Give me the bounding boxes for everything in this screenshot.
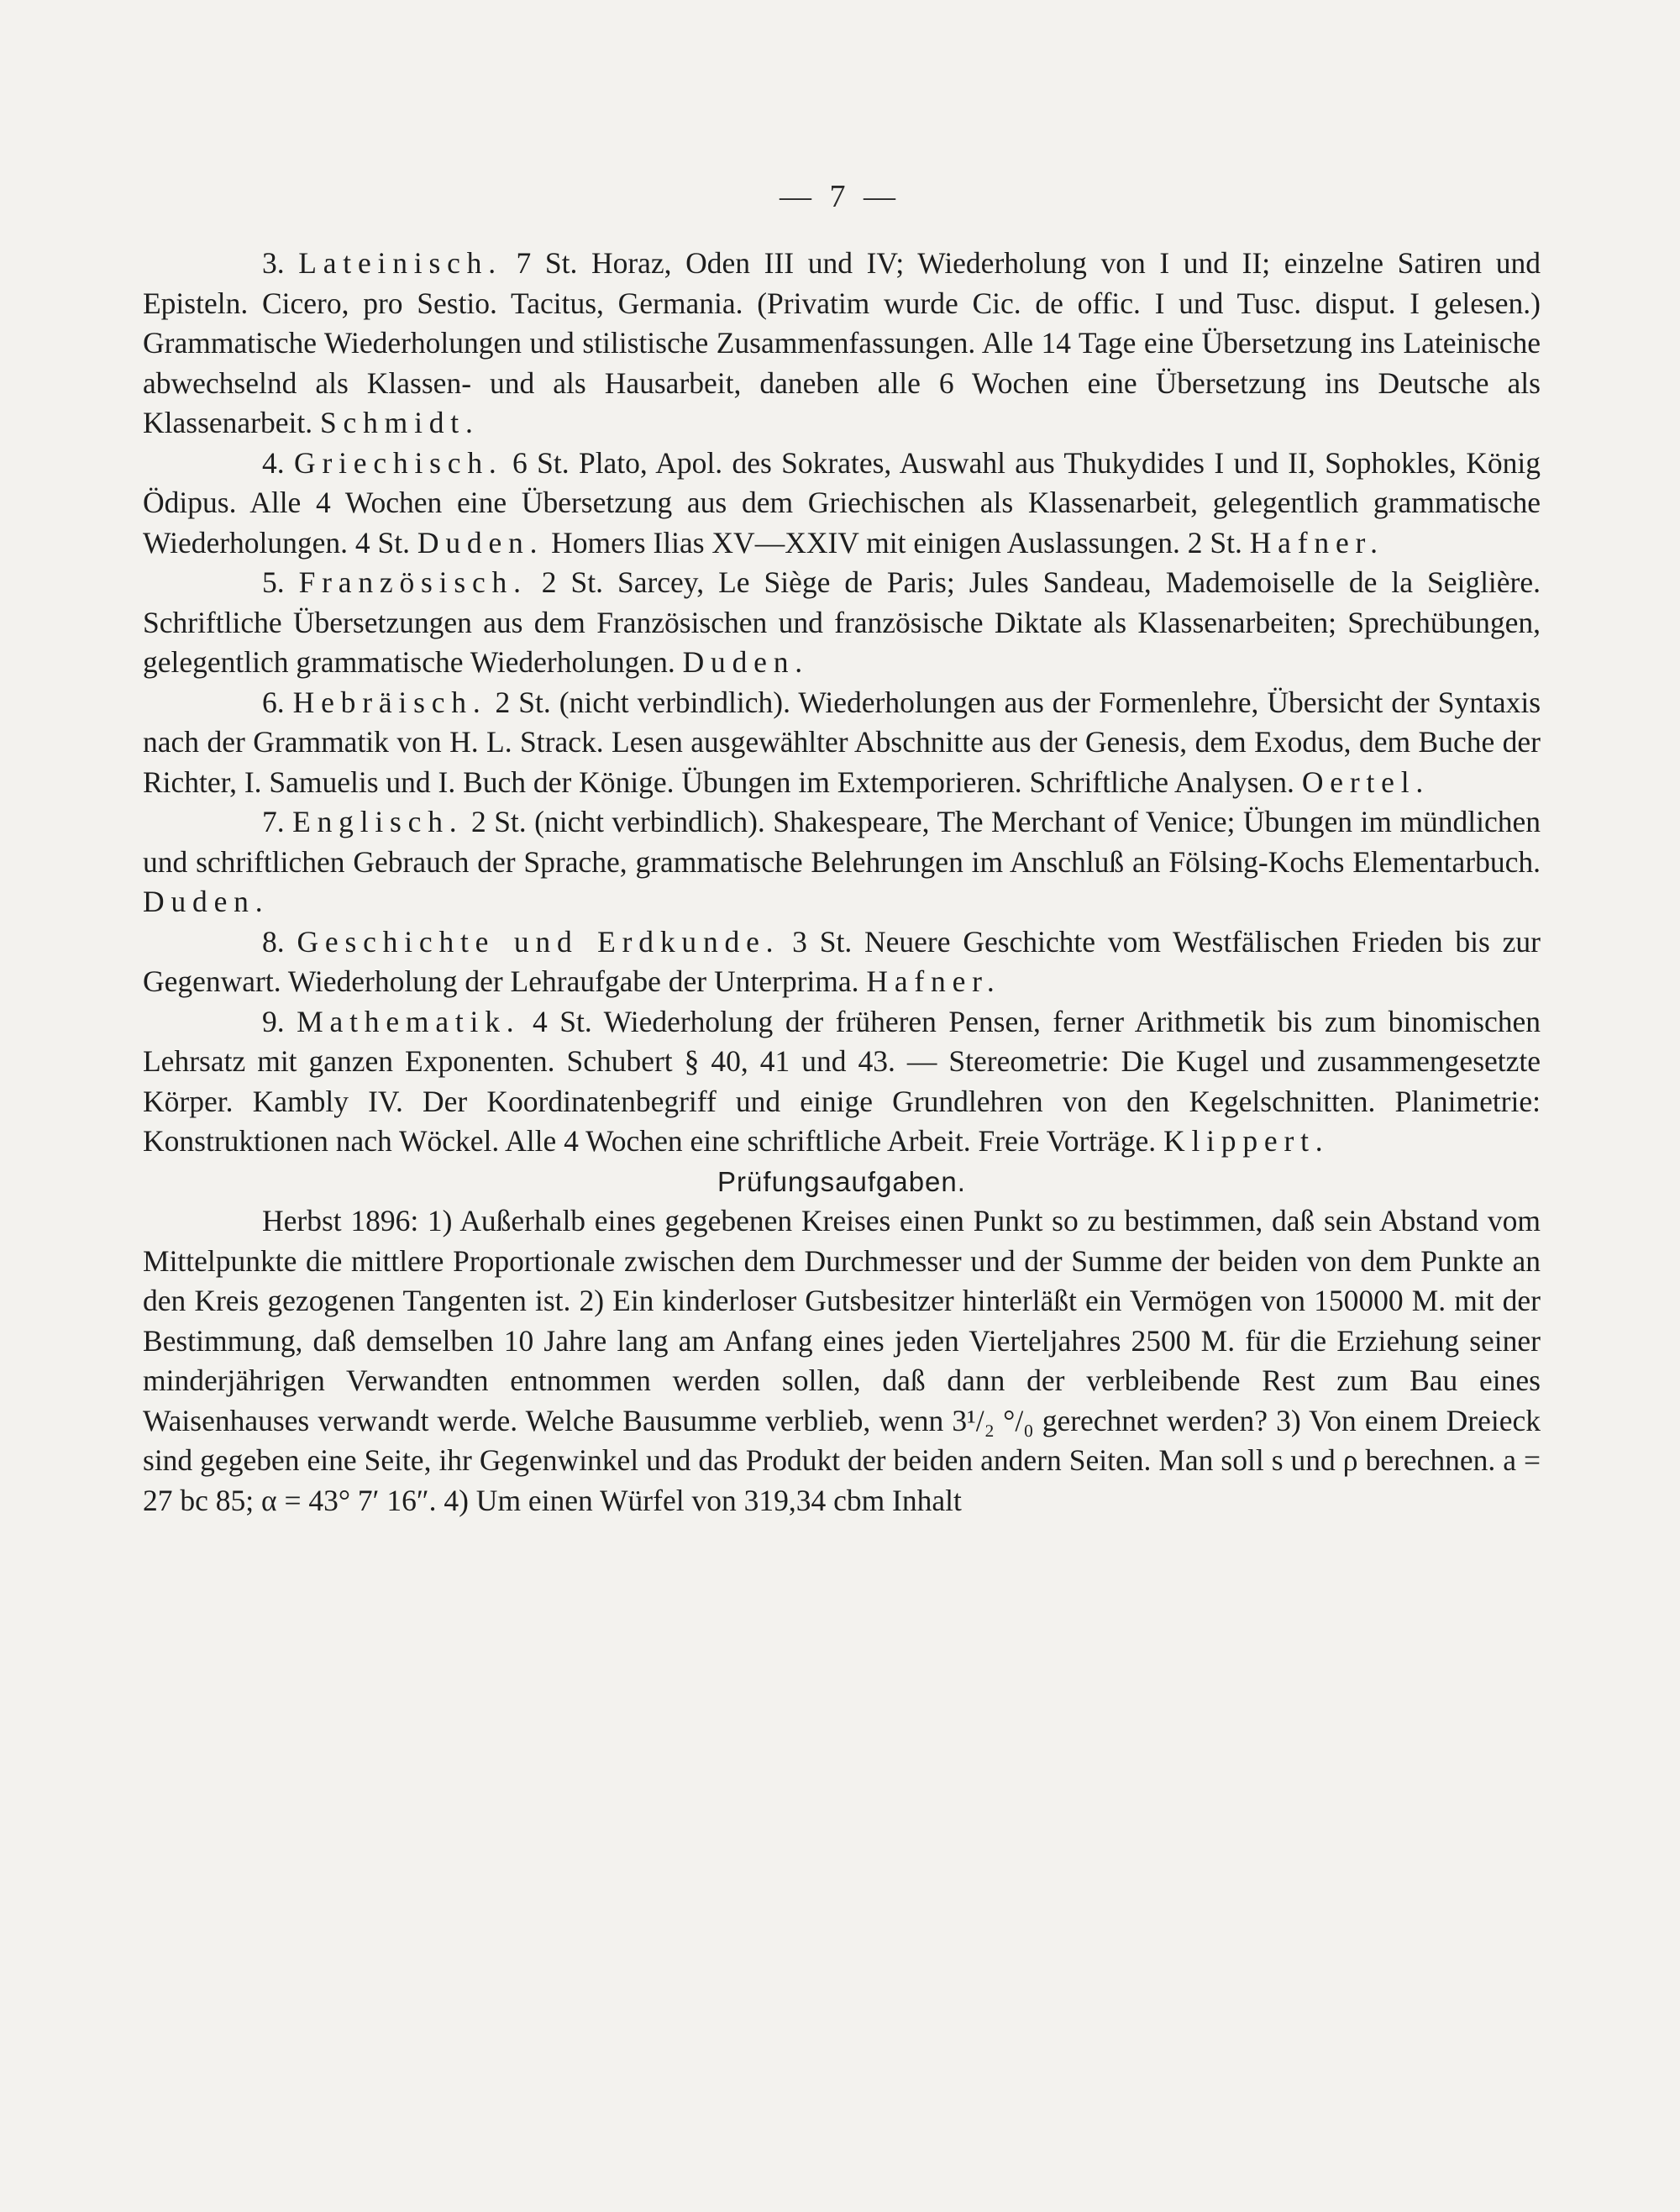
section-subject: Mathematik. [297,1004,521,1038]
section-french [143,563,1541,683]
section-number: 5. [262,565,285,599]
section-teacher: Duden. [417,525,544,560]
section-hebrew [143,683,1541,803]
section-latin [143,244,1541,444]
exam-text-1: Herbst 1896: 1) Außerhalb eines gegebenen Kreises einen Punkt so zu bestimmen, daß sein Abstand vom Mittelpunkte die mittlere Proportionale zwischen dem Durchmesser und der Summe der beiden von dem Punkte an den Kreis gezogenen Tangenten ist. 2) Ein kinderloser Gutsbesitzer hinterläßt ein Vermögen von 150000 M. mit der Bestimmung, daß demselben 10 Jahre lang am Anfang eines jeden Vierteljahres 2500 M. für die Erziehung seiner minderjährigen Verwandten entnommen werden sollen, daß dann der verbleibende Rest zum Bau eines Waisenhauses verwandt werde. Welche Bausumme verblieb, wenn [143,1204,1541,1437]
section-teacher: Hafner. [866,964,1001,998]
section-subject: Französisch. [298,565,528,599]
section-history [143,922,1541,1002]
section-text: 2 St. (nicht verbindlich). Shakespeare, The Merchant of Venice; Übungen im mündlichen und schriftlichen Gebrauch der Sprache, grammatische Belehrungen im Anschluß an Fölsing-Kochs Elementarbuch. [143,805,1541,879]
body-text [143,244,1541,1521]
section-teacher: Duden. [143,885,270,918]
section-subject: Englisch. [292,805,464,838]
exam-interest-rate: 3¹/₂ °/₀ [952,1403,1034,1437]
section-text: 3 St. Neuere Geschichte vom Westfälischen Frieden bis zur Gegenwart. Wiederholung der Lehraufgabe der Unterprima. [143,924,1541,998]
section-number: 4. [262,445,285,480]
section-number: 9. [262,1004,285,1038]
section-text: 4 St. Wiederholung der früheren Pensen, ferner Arithmetik bis zum binomischen Lehrsatz mit ganzen Exponenten. Schubert § 40, 41 und 43. — Stereometrie: Die Kugel und zusammengesetzte Körper. Kambly IV. Der Koordinatenbegriff und einige Grundlehren von den Kegelschnitten. Planimetrie: Konstruktionen nach Wöckel. Alle 4 Wochen eine schriftliche Arbeit. Freie Vorträge. [143,1004,1541,1158]
section-english [143,802,1541,922]
section-teacher: Oertel. [1301,764,1431,799]
section-text-2: Homers Ilias XV—XXIV mit einigen Auslassungen. 2 St. [551,525,1242,560]
section-subject: Hebräisch. [292,685,487,719]
section-teacher: Schmidt. [319,406,480,439]
section-number: 7. [262,805,285,838]
section-number: 8. [262,924,285,959]
exam-text-2: gerechnet werden? 3) Von einem Dreieck sind gegeben eine Seite, ihr Gegenwinkel und das Produkt der beiden andern Seiten. Man soll s und ρ berechnen. a = 27 bc 85; α = 43° 7′ 16″. 4) Um einen Würfel von 319,34 cbm Inhalt [143,1403,1541,1517]
section-subject: Lateinisch. [298,246,502,280]
section-text: 2 St. Sarcey, Le Siège de Paris; Jules Sandeau, Mademoiselle de la Seiglière. Schriftliche Übersetzungen aus dem Französischen und französische Diktate als Klassenarbeiten; Sprechübungen, gelegentlich grammatische Wiederholungen. [143,565,1541,679]
exam-heading: Prüfungsaufgaben. [717,1165,966,1197]
section-greek [143,444,1541,564]
page-number: — 7 — [780,179,900,214]
section-teacher-2: Hafner. [1249,525,1384,560]
section-teacher: Klippert. [1163,1124,1330,1158]
section-number: 3. [262,246,285,280]
section-subject: Griechisch. [294,445,503,480]
section-text: 6 St. Plato, Apol. des Sokrates, Auswahl aus Thukydides I und II, Sophokles, König Ödipus. Alle 4 Wochen eine Übersetzung aus dem Griechischen als Klassenarbeit, gelegentlich grammatische Wiederholungen. 4 St. [143,445,1541,560]
section-text: 2 St. (nicht verbindlich). Wiederholungen aus der Formenlehre, Übersicht der Syntaxis nach der Grammatik von H. L. Strack. Lesen ausgewählter Abschnitte aus der Genesis, dem Exodus, dem Buche der Richter, I. Samuelis und I. Buch der Könige. Übungen im Extemporieren. Schriftliche Analysen. [143,685,1541,799]
section-subject: Geschichte und Erdkunde. [297,924,780,959]
section-text: 7 St. Horaz, Oden III und IV; Wiederholung von I und II; einzelne Satiren und Episteln. Cicero, pro Sestio. Tacitus, Germania. (Privatim wurde Cic. de offic. I und Tusc. disput. I gelesen.) Grammatische Wiederholungen und stilistische Zusammenfassungen. Alle 14 Tage eine Übersetzung ins Lateinische abwechselnd als Klassen- und als Hausarbeit, daneben alle 6 Wochen eine Übersetzung ins Deutsche als Klassenarbeit. [143,246,1541,439]
section-number: 6. [262,685,285,719]
section-math [143,1002,1541,1162]
exam-paragraph [143,1201,1541,1521]
section-teacher: Duden. [682,645,809,679]
